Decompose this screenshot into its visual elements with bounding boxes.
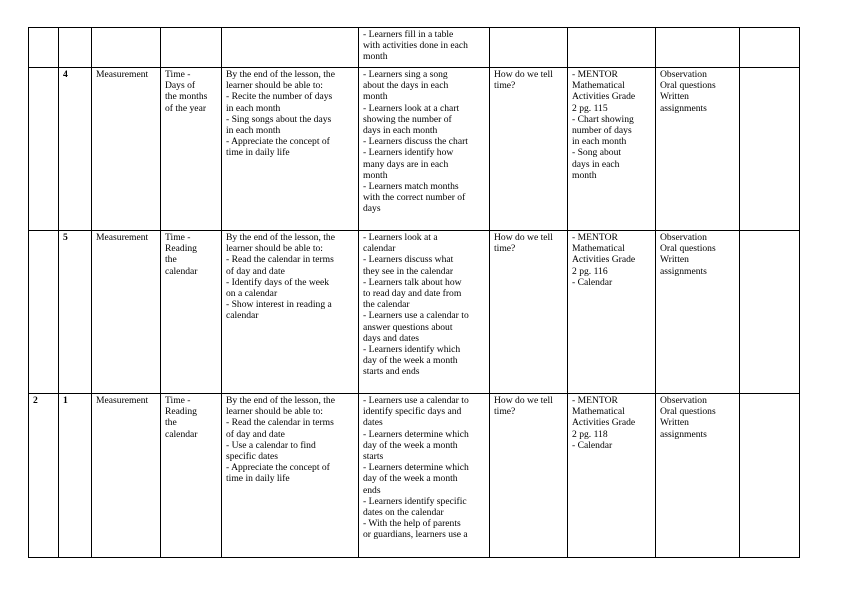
cell-line: time in daily life	[226, 473, 290, 485]
cell-line: learner should be able to:	[226, 243, 323, 255]
cell-line: How do we tell	[494, 395, 553, 406]
cell-line: about the days in each	[363, 80, 449, 92]
cell-line: - Identify days of the week	[226, 276, 330, 288]
cell-line: answer questions about	[363, 321, 453, 333]
learning-resources-cell	[568, 68, 656, 231]
learning-resources-cell	[568, 28, 656, 68]
strand-cell	[92, 28, 161, 68]
cell-line: the calendar	[363, 299, 410, 311]
cell-line: - Learners identify which	[363, 344, 461, 356]
key-inquiry-cell	[490, 68, 568, 231]
cell-line: day of the week a month	[363, 439, 458, 451]
cell-line: they see in the calendar	[363, 265, 454, 277]
cell-line: ends	[363, 484, 381, 496]
cell-line: day of the week a month	[363, 355, 458, 367]
table-row	[29, 231, 800, 394]
cell-line: - Learners use a calendar to	[363, 395, 469, 406]
learning-outcomes-cell	[222, 394, 359, 558]
lesson-plan-table	[28, 27, 800, 558]
cell-line: Time -	[165, 395, 191, 406]
sub-strand-cell	[161, 394, 222, 558]
cell-line: - Learners look at a	[363, 232, 438, 243]
lesson-cell	[59, 28, 92, 68]
cell-line: in each month	[226, 102, 281, 114]
cell-line: - Learners match months	[363, 181, 459, 193]
week-cell	[29, 28, 59, 68]
cell-line: - Learners discuss the chart	[363, 136, 468, 148]
cell-line: Reading	[165, 243, 197, 255]
remarks-cell	[740, 231, 800, 394]
cell-line: - Learners identify how	[363, 147, 454, 159]
cell-line: Written	[660, 91, 689, 103]
assessment-cell	[656, 394, 740, 558]
lesson-cell: 1	[59, 394, 92, 558]
learning-outcomes-cell	[222, 231, 359, 394]
cell-line: - Learners talk about how	[363, 276, 462, 288]
cell-line: - MENTOR	[572, 395, 618, 406]
cell-line: By the end of the lesson, the	[226, 69, 335, 80]
cell-line: assignments	[660, 428, 707, 440]
learning-outcomes-cell	[222, 68, 359, 231]
cell-line: month	[363, 91, 388, 103]
cell-line: calendar	[363, 243, 396, 255]
cell-line: days and dates	[363, 332, 419, 344]
sub-strand-cell	[161, 231, 222, 394]
cell-line: Activities Grade	[572, 417, 636, 429]
cell-line: Oral questions	[660, 243, 716, 255]
week-cell	[29, 231, 59, 394]
assessment-cell	[656, 231, 740, 394]
cell-line: - Learners discuss what	[363, 254, 454, 266]
cell-line: dates	[363, 417, 383, 429]
learning-experiences-cell	[359, 28, 490, 68]
cell-line: - Calendar	[572, 439, 613, 451]
cell-line: Oral questions	[660, 406, 716, 418]
cell-line: of day and date	[226, 265, 285, 277]
cell-line: in each month	[226, 125, 281, 137]
cell-line: learner should be able to:	[226, 406, 323, 418]
key-inquiry-cell	[490, 28, 568, 68]
learning-outcomes-cell	[222, 28, 359, 68]
cell-line: the months	[165, 91, 208, 103]
cell-line: learner should be able to:	[226, 80, 323, 92]
cell-line: Mathematical	[572, 406, 625, 418]
cell-line: to read day and date from	[363, 288, 462, 300]
cell-line: 2 pg. 116	[572, 265, 608, 277]
cell-line: Time -	[165, 232, 191, 243]
cell-line: calendar	[165, 428, 198, 440]
cell-line: on a calendar	[226, 288, 278, 300]
cell-line: - Learners fill in a table	[363, 29, 454, 40]
cell-line: - MENTOR	[572, 69, 618, 80]
cell-line: time?	[494, 406, 516, 418]
learning-resources-cell	[568, 394, 656, 558]
cell-line: time in daily life	[226, 147, 290, 159]
cell-line: - Learners identify specific	[363, 495, 467, 507]
cell-line: starts	[363, 451, 384, 463]
cell-line: Written	[660, 254, 689, 266]
cell-line: - Learners sing a song	[363, 69, 448, 80]
sub-strand-cell	[161, 28, 222, 68]
lesson-cell: 4	[59, 68, 92, 231]
cell-line: assignments	[660, 102, 707, 114]
lesson-cell: 5	[59, 231, 92, 394]
table-row	[29, 68, 800, 231]
cell-line: - Appreciate the concept of	[226, 136, 330, 148]
learning-experiences-cell	[359, 68, 490, 231]
sub-strand-cell	[161, 68, 222, 231]
lesson-plan-body	[29, 28, 800, 558]
cell-line: - Use a calendar to find	[226, 439, 316, 451]
cell-line: calendar	[165, 265, 198, 277]
cell-line: Mathematical	[572, 243, 625, 255]
cell-line: - Learners use a calendar to	[363, 310, 469, 322]
cell-line: By the end of the lesson, the	[226, 232, 335, 243]
cell-line: of the year	[165, 102, 207, 114]
cell-line: assignments	[660, 265, 707, 277]
cell-line: 2 pg. 118	[572, 428, 608, 440]
remarks-cell	[740, 394, 800, 558]
cell-line: Activities Grade	[572, 254, 636, 266]
cell-line: - Appreciate the concept of	[226, 462, 330, 474]
cell-line: many days are in each	[363, 158, 449, 170]
cell-line: - Calendar	[572, 276, 613, 288]
cell-line: days in each month	[363, 125, 438, 137]
cell-line: Written	[660, 417, 689, 429]
cell-line: Time -	[165, 69, 191, 80]
cell-line: - Show interest in reading a	[226, 299, 332, 311]
key-inquiry-cell	[490, 231, 568, 394]
cell-line: month	[363, 51, 388, 63]
cell-line: of day and date	[226, 428, 285, 440]
cell-line: Mathematical	[572, 80, 625, 92]
assessment-cell	[656, 68, 740, 231]
cell-line: - Read the calendar in terms	[226, 417, 334, 429]
cell-line: starts and ends	[363, 366, 420, 378]
cell-line: Observation	[660, 69, 707, 80]
cell-line: the	[165, 417, 177, 429]
cell-line: with activities done in each	[363, 40, 468, 52]
cell-line: 2 pg. 115	[572, 102, 608, 114]
cell-line: day of the week a month	[363, 473, 458, 485]
cell-line: calendar	[226, 310, 259, 322]
cell-line: Activities Grade	[572, 91, 636, 103]
cell-line: time?	[494, 243, 516, 255]
cell-line: time?	[494, 80, 516, 92]
cell-line: - Learners determine which	[363, 462, 469, 474]
cell-line: dates on the calendar	[363, 507, 444, 519]
table-row	[29, 394, 800, 558]
cell-line: - Learners look at a chart	[363, 102, 460, 114]
cell-line: or guardians, learners use a	[363, 529, 468, 541]
cell-line: - MENTOR	[572, 232, 618, 243]
cell-line: month	[363, 169, 388, 181]
learning-experiences-cell	[359, 231, 490, 394]
cell-line: month	[572, 169, 597, 181]
cell-line: - Song about	[572, 147, 622, 159]
cell-line: number of days	[572, 125, 632, 137]
cell-line: How do we tell	[494, 69, 553, 80]
cell-line: the	[165, 254, 177, 266]
week-cell: 2	[29, 394, 59, 558]
table-row	[29, 28, 800, 68]
remarks-cell	[740, 28, 800, 68]
key-inquiry-cell	[490, 394, 568, 558]
cell-line: - Recite the number of days	[226, 91, 333, 103]
cell-line: How do we tell	[494, 232, 553, 243]
cell-line: Days of	[165, 80, 196, 92]
cell-line: Observation	[660, 232, 707, 243]
cell-line: By the end of the lesson, the	[226, 395, 335, 406]
cell-line: Oral questions	[660, 80, 716, 92]
cell-line: in each month	[572, 136, 627, 148]
cell-line: days	[363, 203, 381, 215]
assessment-cell	[656, 28, 740, 68]
cell-line: - With the help of parents	[363, 518, 461, 530]
cell-line: with the correct number of	[363, 192, 466, 204]
cell-line: days in each	[572, 158, 620, 170]
cell-line: Observation	[660, 395, 707, 406]
week-cell	[29, 68, 59, 231]
cell-line: - Sing songs about the days	[226, 113, 332, 125]
strand-cell: Measurement	[92, 68, 161, 231]
remarks-cell	[740, 68, 800, 231]
strand-cell: Measurement	[92, 231, 161, 394]
cell-line: - Read the calendar in terms	[226, 254, 334, 266]
strand-cell: Measurement	[92, 394, 161, 558]
cell-line: specific dates	[226, 451, 278, 463]
cell-line: identify specific days and	[363, 406, 462, 418]
cell-line: - Learners determine which	[363, 428, 469, 440]
cell-line: - Chart showing	[572, 113, 634, 125]
cell-line: showing the number of	[363, 113, 452, 125]
cell-line: Reading	[165, 406, 197, 418]
learning-resources-cell	[568, 231, 656, 394]
learning-experiences-cell	[359, 394, 490, 558]
